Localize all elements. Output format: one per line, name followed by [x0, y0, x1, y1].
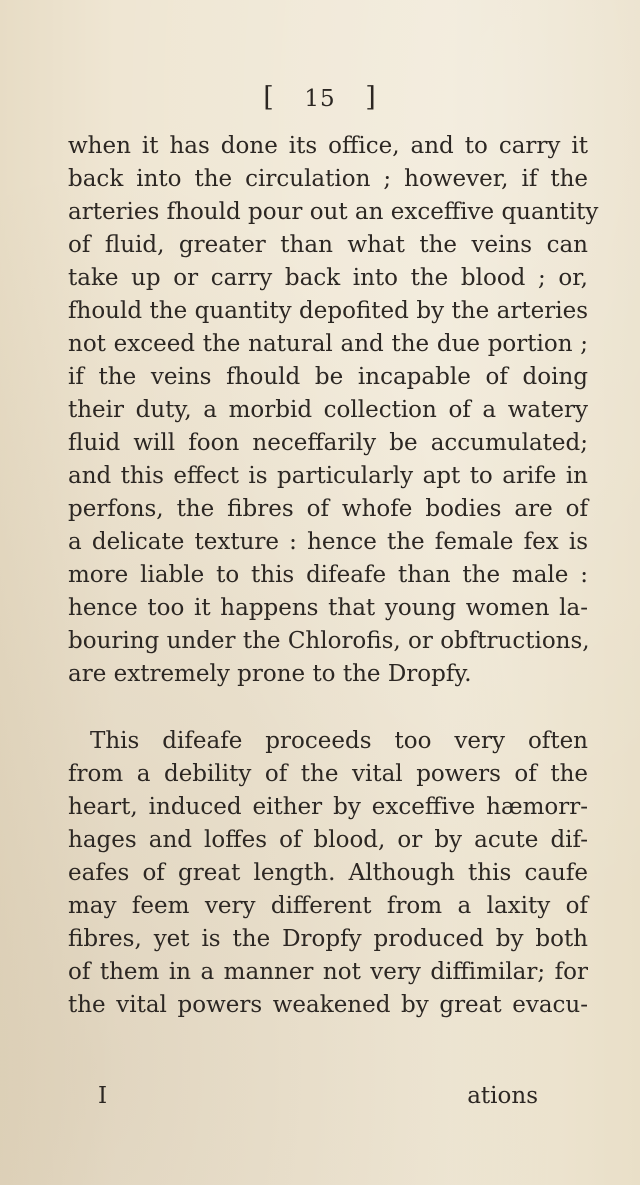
text-line: more liable to this difeafe than the male : — [68, 562, 588, 588]
text-line: This difeafe proceeds too very often — [90, 728, 588, 754]
page-number: 15 — [304, 86, 336, 112]
text-line: not exceed the natural and the due portion ; — [68, 331, 588, 357]
text-line: arteries fhould pour out an exceffive quantity — [68, 199, 599, 225]
paragraph-gap — [68, 691, 588, 725]
text-line: back into the circulation ; however, if the — [68, 166, 588, 192]
text-line: of them in a manner not very diffimilar; for — [68, 959, 588, 985]
text-line: the vital powers weakened by great evacu- — [68, 992, 588, 1018]
text-line: fibres, yet is the Dropfy produced by both — [68, 926, 588, 952]
body-text — [68, 130, 599, 1022]
text-line: of fluid, greater than what the veins can — [68, 232, 588, 258]
text-line: if the veins fhould be incapable of doing — [68, 364, 588, 390]
text-line: perfons, the fibres of whofe bodies are of — [68, 496, 588, 522]
text-line: hence too it happens that young women la- — [68, 595, 588, 621]
text-line: fluid will foon neceffarily be accumulated; — [68, 430, 588, 456]
text-line: eafes of great length. Although this caufe — [68, 860, 588, 886]
page-header — [0, 82, 640, 113]
text-line: when it has done its office, and to carry it — [68, 133, 588, 159]
text-line: a delicate texture : hence the female fex is — [68, 529, 588, 555]
text-line: take up or carry back into the blood ; or, — [68, 265, 588, 291]
right-bracket: ] — [365, 82, 377, 113]
signature-mark: I — [98, 1083, 108, 1109]
text-line: hages and loffes of blood, or by acute dif- — [68, 827, 588, 853]
paragraph-1 — [68, 130, 599, 691]
text-line: and this effect is particularly apt to arife in — [68, 463, 588, 489]
paragraph-2 — [68, 725, 588, 1022]
text-line: fhould the quantity depofited by the arteries — [68, 298, 588, 324]
text-line: are extremely prone to the Dropfy. — [68, 661, 472, 687]
text-line: their duty, a morbid collection of a watery — [68, 397, 588, 423]
text-line: bouring under the Chlorofis, or obftructions, — [68, 628, 590, 654]
left-bracket: [ — [263, 82, 275, 113]
text-line: heart, induced either by exceffive hæmorr- — [68, 794, 588, 820]
text-line: from a debility of the vital powers of the — [68, 761, 588, 787]
catchword: ations — [467, 1083, 538, 1109]
text-line: may feem very different from a laxity of — [68, 893, 588, 919]
page-footer — [68, 1080, 538, 1113]
